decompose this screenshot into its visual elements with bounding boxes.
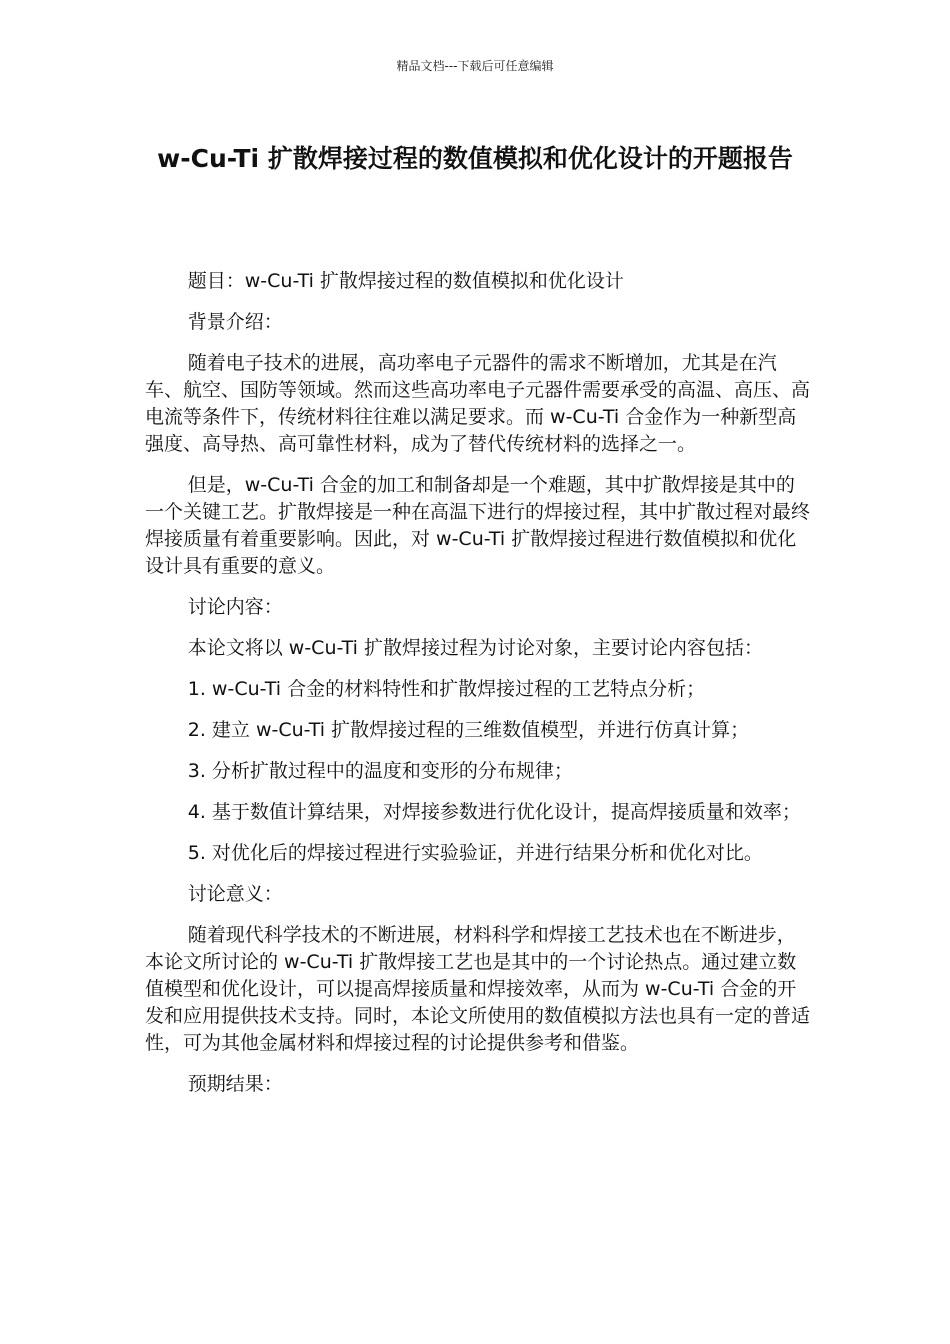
header-note: 精品文档---下载后可任意编辑 [396, 59, 554, 73]
content-item-5: 5. 对优化后的焊接过程进行实验验证，并进行结果分析和优化对比。 [187, 842, 763, 864]
significance-paragraph: 随着现代科学技术的不断进展，材料科学和焊接工艺技术也在不断进步，本论文所讨论的 w-Cu-Ti 扩散焊接工艺也是其中的一个讨论热点。通过建立数值模型和优化设计，可以提高焊接质量和焊接效率，从而为 w-Cu-Ti 合金的开发和应用提供技术支持。同时，本论文所使用的数值模拟方法也具有一定的普适性，可为其他金属材料和焊接过程的讨论提供参考和借鉴。 [145, 924, 811, 1054]
section-heading-background: 背景介绍： [187, 311, 283, 333]
section-heading-significance: 讨论意义： [187, 883, 283, 905]
section-heading-content: 讨论内容： [187, 596, 283, 618]
document-title: w-Cu-Ti 扩散焊接过程的数值模拟和优化设计的开题报告 [157, 144, 793, 173]
document-body [145, 268, 810, 1112]
section-heading-expected-results: 预期结果： [187, 1073, 283, 1095]
background-paragraph-1: 随着电子技术的进展，高功率电子元器件的需求不断增加，尤其是在汽车、航空、国防等领域。然而这些高功率电子元器件需要承受的高温、高压、高电流等条件下，传统材料往往难以满足要求。而 w-Cu-Ti 合金作为一种新型高强度、高导热、高可靠性材料，成为了替代传统材料的选择之一。 [145, 352, 811, 455]
background-paragraph-2: 但是，w-Cu-Ti 合金的加工和制备却是一个难题，其中扩散焊接是其中的一个关键工艺。扩散焊接是一种在高温下进行的焊接过程，其中扩散过程对最终焊接质量有着重要影响。因此，对 w-Cu-Ti 扩散焊接过程进行数值模拟和优化设计具有重要的意义。 [145, 474, 811, 577]
content-item-2: 2. 建立 w-Cu-Ti 扩散焊接过程的三维数值模型，并进行仿真计算； [187, 719, 750, 741]
content-intro-paragraph: 本论文将以 w-Cu-Ti 扩散焊接过程为讨论对象，主要讨论内容包括： [187, 637, 763, 659]
content-item-1: 1. w-Cu-Ti 合金的材料特性和扩散焊接过程的工艺特点分析； [187, 678, 706, 700]
content-item-3: 3. 分析扩散过程中的温度和变形的分布规律； [187, 760, 573, 782]
topic-paragraph: 题目：w-Cu-Ti 扩散焊接过程的数值模拟和优化设计 [187, 270, 624, 292]
content-item-4: 4. 基于数值计算结果，对焊接参数进行优化设计，提高焊接质量和效率； [187, 801, 801, 823]
